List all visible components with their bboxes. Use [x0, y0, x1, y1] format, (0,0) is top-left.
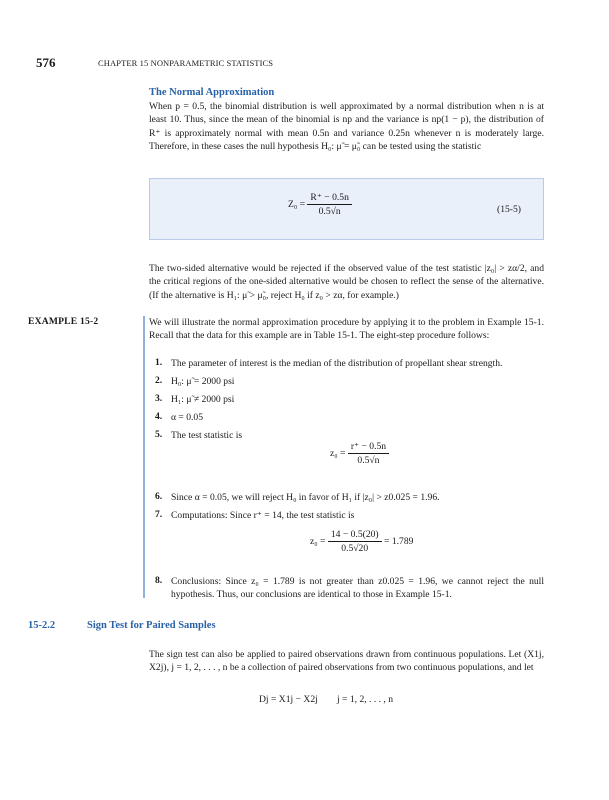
equation-result: = 1.789 [384, 536, 414, 547]
numerator: 14 − 0.5(20) [328, 529, 382, 542]
numerator: R⁺ − 0.5n [307, 192, 351, 205]
denominator: 0.5√20 [341, 543, 369, 554]
step-number: 5. [155, 429, 163, 440]
step-number: 3. [155, 393, 163, 404]
paragraph-two-sided: The two-sided alternative would be rejected if the observed value of the test statistic |z₀| > zα/2, and the critical regions of the one-sided alternative would be chosen to reflect the sense of the alternative. (If the alternative is H₁: μ̃ > μ̃₀, reject H₀ if z₀ > zα, for example.) [149, 263, 544, 301]
fraction [328, 529, 382, 554]
step-text: α = 0.05 [171, 412, 204, 423]
step-number: 8. [155, 575, 163, 586]
subsection-title: Sign Test for Paired Samples [87, 620, 216, 631]
fraction [307, 192, 351, 217]
denominator: 0.5√n [357, 455, 380, 466]
step-text: Computations: Since r⁺ = 14, the test statistic is [171, 510, 355, 521]
step-text: H₀: μ̃ = 2000 psi [171, 376, 235, 387]
step-number: 4. [155, 411, 163, 422]
equation-test-statistic [330, 441, 389, 466]
numerator: r⁺ − 0.5n [348, 441, 389, 454]
equation-15-5 [288, 192, 352, 217]
step-text: Since α = 0.05, we will reject H₀ in favor of H₁ if |z₀| > z0.025 = 1.96. [171, 492, 440, 503]
equation-lhs: Z₀ = [288, 199, 306, 210]
denominator: 0.5√n [318, 206, 341, 217]
equation-differences: Dj = X1j − X2j j = 1, 2, . . . , n [259, 694, 394, 705]
step-number: 6. [155, 491, 163, 502]
step-text: H₁: μ̃ ≠ 2000 psi [171, 394, 235, 405]
step-number: 1. [155, 357, 163, 368]
equation-lhs: z₀ = [330, 448, 346, 459]
step-text: Conclusions: Since z₀ = 1.789 is not greater than z0.025 = 1.96, we cannot reject the null hypothesis. Thus, our conclusions are identical to those in Example 15-1. [171, 576, 544, 601]
paragraph-sign-test: The sign test can also be applied to paired observations drawn from continuous populations. Let (X1j, X2j), j = 1, 2, . . . , n be a collection of paired observations from two continuous populations, and let [149, 649, 544, 674]
fraction [348, 441, 389, 466]
subsection-number: 15-2.2 [28, 620, 56, 631]
running-header: CHAPTER 15 NONPARAMETRIC STATISTICS [98, 58, 274, 68]
equation-computation [310, 529, 413, 554]
equation-lhs: z₀ = [310, 536, 326, 547]
step-number: 7. [155, 509, 163, 520]
section-title: The Normal Approximation [149, 87, 275, 98]
example-label: EXAMPLE 15-2 [28, 316, 99, 327]
equation-number: (15-5) [497, 204, 521, 215]
step-text: The parameter of interest is the median of the distribution of propellant shear strength. [171, 358, 503, 369]
page-number: 576 [36, 55, 56, 70]
paragraph-normal-approx: When p = 0.5, the binomial distribution is well approximated by a normal distribution when n is at least 10. Thus, since the mean of the binomial is np and the variance is np(1 − p), the distribution of R⁺ is approximately normal with mean 0.5n and variance 0.25n whenever n is moderately large. Therefore, in these cases the null hypothesis H₀: μ̃ = μ̃₀ can be tested using the statistic [149, 101, 544, 152]
step-text: The test statistic is [171, 430, 243, 441]
step-number: 2. [155, 375, 163, 386]
example-bar [143, 316, 145, 598]
example-intro: We will illustrate the normal approximation procedure by applying it to the problem in Example 15-1. Recall that the data for this example are in Table 15-1. The eight-step procedure follows: [149, 317, 544, 342]
